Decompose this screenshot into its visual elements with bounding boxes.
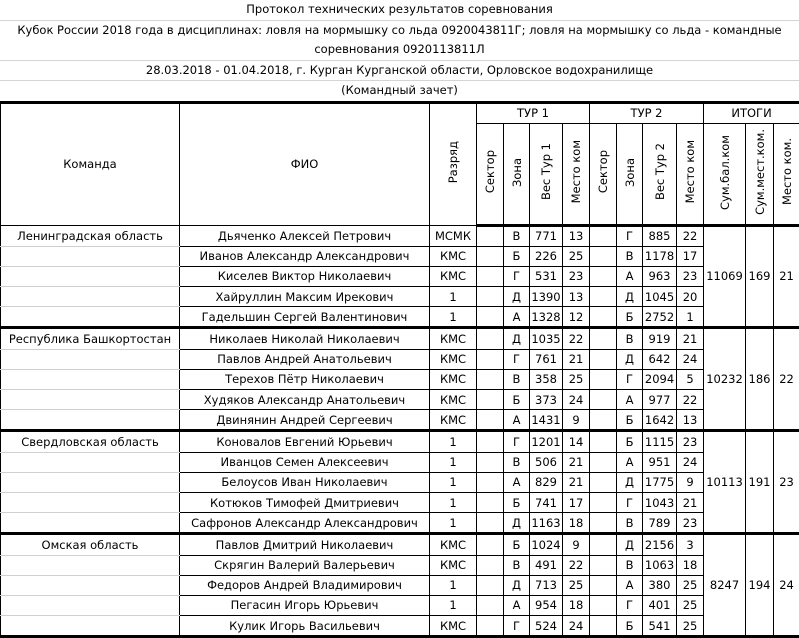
dates-and-place: 28.03.2018 - 01.04.2018, г. Курган Курганской области, Орловское водохранилище [0,61,799,82]
cell-r2-place: 21 [677,328,704,349]
cell-r1-place: 9 [563,410,590,431]
participant-name: Павлов Дмитрий Николаевич [180,534,430,555]
results-table [0,101,799,638]
team-name: Свердловская область [1,431,180,452]
table-row [1,410,799,431]
cell-r2-weight: 1115 [643,431,677,452]
table-row [1,287,799,307]
cell-r2-zone: В [617,246,643,266]
cell-r1-place: 23 [563,266,590,286]
cell-r2-weight: 1775 [643,472,677,492]
header-name: ФИО [180,102,430,225]
header-r1-zone [504,123,530,225]
cell-r1-zone: В [504,225,530,246]
cell-r2-sector [590,575,617,595]
cell-r2-weight: 2094 [643,369,677,389]
cell-r2-place: 25 [677,595,704,615]
cell-r1-sector [477,555,504,575]
cell-r2-zone: Б [617,307,643,328]
cell-r1-zone: Г [504,431,530,452]
cell-r1-place: 14 [563,431,590,452]
cell-r1-sector [477,266,504,286]
cell-r1-sector [477,287,504,307]
cell-r2-sector [590,431,617,452]
team-cell-empty [1,595,180,615]
cell-r2-place: 23 [677,431,704,452]
cell-r1-place: 21 [563,452,590,472]
total-team-place: 24 [774,534,799,637]
cell-r2-weight: 642 [643,349,677,369]
header-team-place-label: Место ком. [780,138,794,205]
cell-r1-weight: 1035 [530,328,563,349]
cell-rank: 1 [430,431,477,452]
cell-r1-place: 9 [563,534,590,555]
total-sum-points: 10232 [704,328,746,431]
participant-name: Худяков Александр Анатольевич [180,390,430,410]
competition-subtitle: Кубок России 2018 года в дисциплинах: ловля на мормышку со льда 0920043811Г; ловля на мормышку со льда - командные соревнования 0920113811Л [0,21,799,61]
team-group [1,431,799,534]
header-r1-weight [530,123,563,225]
cell-rank: КМС [430,328,477,349]
cell-r1-zone: Б [504,534,530,555]
cell-r2-place: 20 [677,287,704,307]
cell-r1-zone: Б [504,492,530,512]
cell-r1-sector [477,246,504,266]
cell-r2-sector [590,534,617,555]
cell-rank: 1 [430,575,477,595]
cell-r2-place: 3 [677,534,704,555]
cell-r1-weight: 524 [530,616,563,637]
table-row [1,246,799,266]
cell-r1-zone: Д [504,575,530,595]
cell-r1-zone: Г [504,616,530,637]
cell-r2-zone: А [617,266,643,286]
cell-rank: 1 [430,307,477,328]
cell-r2-zone: Б [617,616,643,637]
cell-r1-sector [477,595,504,615]
cell-r2-place: 9 [677,472,704,492]
participant-name: Двинянин Андрей Сергеевич [180,410,430,431]
cell-r2-sector [590,472,617,492]
table-row [1,555,799,575]
cell-r1-zone: А [504,410,530,431]
total-team-place: 23 [774,431,799,534]
cell-r1-place: 25 [563,246,590,266]
cell-r2-place: 24 [677,349,704,369]
cell-r2-place: 25 [677,616,704,637]
team-cell-empty [1,307,180,328]
cell-r2-zone: Б [617,410,643,431]
cell-r1-zone: А [504,307,530,328]
cell-r2-zone: Д [617,287,643,307]
cell-r2-zone: Г [617,595,643,615]
table-row [1,431,799,452]
cell-r1-place: 13 [563,225,590,246]
cell-r2-weight: 977 [643,390,677,410]
cell-r2-weight: 951 [643,452,677,472]
cell-r2-zone: В [617,555,643,575]
cell-rank: КМС [430,616,477,637]
cell-r2-place: 24 [677,452,704,472]
participant-name: Терехов Пётр Николаевич [180,369,430,389]
header-r1-sector-label: Сектор [483,150,497,193]
cell-r1-place: 21 [563,472,590,492]
header-sum-places-label: Сум.мест.ком. [753,129,767,215]
cell-rank: КМС [430,410,477,431]
cell-rank: КМС [430,390,477,410]
team-cell-empty [1,452,180,472]
cell-rank: 1 [430,287,477,307]
cell-r1-weight: 1201 [530,431,563,452]
team-cell-empty [1,287,180,307]
cell-r2-sector [590,595,617,615]
cell-r2-zone: В [617,513,643,534]
participant-name: Павлов Андрей Анатольевич [180,349,430,369]
cell-r1-weight: 713 [530,575,563,595]
cell-r2-sector [590,307,617,328]
protocol-title: Протокол технических результатов соревнования [0,0,799,21]
total-sum-points: 8247 [704,534,746,637]
cell-r2-place: 5 [677,369,704,389]
participant-name: Хайруллин Максим Ирекович [180,287,430,307]
header-r2-weight-label: Вес Тур 2 [653,143,667,200]
cell-r1-weight: 1163 [530,513,563,534]
participant-name: Пегасин Игорь Юрьевич [180,595,430,615]
team-name: Ленинградская область [1,225,180,246]
cell-r2-weight: 789 [643,513,677,534]
participant-name: Федоров Андрей Владимирович [180,575,430,595]
cell-r1-weight: 373 [530,390,563,410]
cell-r2-weight: 1063 [643,555,677,575]
table-row [1,369,799,389]
header-sum-points-label: Сум.бал.ком [718,135,732,210]
cell-r1-weight: 1024 [530,534,563,555]
table-row [1,225,799,246]
team-cell-empty [1,616,180,637]
participant-name: Николаев Николай Николаевич [180,328,430,349]
team-group [1,534,799,637]
header-team-place [774,123,799,225]
cell-r2-place: 13 [677,410,704,431]
cell-r2-zone: Г [617,492,643,512]
table-row [1,349,799,369]
team-cell-empty [1,349,180,369]
table-row [1,328,799,349]
cell-r2-sector [590,452,617,472]
cell-rank: 1 [430,513,477,534]
cell-r1-weight: 531 [530,266,563,286]
cell-r1-place: 18 [563,513,590,534]
cell-r2-weight: 401 [643,595,677,615]
cell-r2-zone: А [617,575,643,595]
cell-r2-zone: А [617,452,643,472]
table-row [1,472,799,492]
team-cell-empty [1,472,180,492]
participant-name: Киселев Виктор Николаевич [180,266,430,286]
table-row [1,513,799,534]
cell-r2-sector [590,246,617,266]
cell-rank: КМС [430,246,477,266]
participant-name: Белоусов Иван Николаевич [180,472,430,492]
cell-r1-place: 18 [563,595,590,615]
cell-r1-weight: 1431 [530,410,563,431]
table-row [1,492,799,512]
participant-name: Иванов Александр Александрович [180,246,430,266]
cell-r2-sector [590,266,617,286]
total-team-place: 22 [774,328,799,431]
cell-r2-sector [590,492,617,512]
cell-r2-sector [590,349,617,369]
cell-r2-place: 18 [677,555,704,575]
cell-r2-sector [590,328,617,349]
header-sum-points [704,123,746,225]
cell-r1-place: 24 [563,616,590,637]
cell-rank: КМС [430,555,477,575]
cell-r1-weight: 1328 [530,307,563,328]
table-row [1,595,799,615]
team-cell-empty [1,513,180,534]
cell-rank: КМС [430,534,477,555]
cell-r2-weight: 2752 [643,307,677,328]
cell-r2-sector [590,225,617,246]
cell-r1-zone: В [504,369,530,389]
cell-r2-place: 23 [677,513,704,534]
cell-r1-place: 17 [563,492,590,512]
cell-r2-weight: 963 [643,266,677,286]
cell-r2-weight: 380 [643,575,677,595]
cell-r2-zone: Д [617,349,643,369]
total-sum-places: 169 [746,225,774,328]
cell-r1-zone: В [504,452,530,472]
total-team-place: 21 [774,225,799,328]
cell-r1-sector [477,534,504,555]
cell-r2-weight: 1043 [643,492,677,512]
cell-r1-zone: Б [504,390,530,410]
cell-r2-sector [590,410,617,431]
participant-name: Скрягин Валерий Валерьевич [180,555,430,575]
cell-r1-weight: 771 [530,225,563,246]
header-round2: ТУР 2 [590,102,704,123]
header-sum-places [746,123,774,225]
total-sum-places: 186 [746,328,774,431]
header-r1-weight-label: Вес Тур 1 [539,143,553,200]
header-r1-place [563,123,590,225]
team-cell-empty [1,492,180,512]
header-rank [430,102,477,225]
cell-rank: 1 [430,492,477,512]
cell-r1-zone: Г [504,266,530,286]
cell-r2-weight: 919 [643,328,677,349]
team-cell-empty [1,266,180,286]
cell-r2-zone: Д [617,534,643,555]
total-sum-points: 10113 [704,431,746,534]
cell-r1-place: 12 [563,307,590,328]
cell-r1-zone: Д [504,513,530,534]
cell-r1-weight: 506 [530,452,563,472]
header-r2-zone [617,123,643,225]
cell-r1-weight: 741 [530,492,563,512]
cell-r1-zone: В [504,555,530,575]
cell-r1-weight: 829 [530,472,563,492]
participant-name: Сафронов Александр Александрович [180,513,430,534]
team-cell-empty [1,246,180,266]
cell-r1-sector [477,492,504,512]
participant-name: Коновалов Евгений Юрьевич [180,431,430,452]
table-row [1,575,799,595]
cell-rank: КМС [430,266,477,286]
cell-r1-place: 22 [563,555,590,575]
team-cell-empty [1,575,180,595]
header-rank-label: Разряд [446,141,460,183]
cell-r1-weight: 491 [530,555,563,575]
cell-r2-zone: В [617,328,643,349]
cell-rank: КМС [430,369,477,389]
cell-r2-sector [590,390,617,410]
team-group [1,328,799,431]
table-row [1,616,799,637]
cell-r2-place: 17 [677,246,704,266]
team-name: Омская область [1,534,180,555]
table-row [1,390,799,410]
participant-name: Дьяченко Алексей Петрович [180,225,430,246]
cell-r2-weight: 1178 [643,246,677,266]
team-name: Республика Башкортостан [1,328,180,349]
cell-r2-weight: 885 [643,225,677,246]
cell-r2-weight: 541 [643,616,677,637]
cell-r1-sector [477,390,504,410]
participant-name: Кулик Игорь Васильевич [180,616,430,637]
cell-r1-zone: А [504,472,530,492]
cell-r1-zone: Б [504,246,530,266]
cell-r2-weight: 2156 [643,534,677,555]
total-sum-points: 11069 [704,225,746,328]
cell-rank: 1 [430,452,477,472]
header-team: Команда [1,102,180,225]
cell-r2-sector [590,287,617,307]
cell-r1-weight: 226 [530,246,563,266]
scoring-type: (Командный зачет) [0,81,799,101]
cell-r2-sector [590,369,617,389]
cell-r2-sector [590,616,617,637]
cell-r1-sector [477,513,504,534]
cell-r2-place: 23 [677,266,704,286]
cell-r1-sector [477,452,504,472]
cell-r1-place: 24 [563,390,590,410]
cell-r1-place: 21 [563,349,590,369]
cell-r1-sector [477,431,504,452]
cell-r1-weight: 1390 [530,287,563,307]
table-row [1,452,799,472]
cell-r1-weight: 954 [530,595,563,615]
cell-r1-place: 25 [563,575,590,595]
header-r2-place [677,123,704,225]
header-r1-sector [477,123,504,225]
cell-r1-sector [477,307,504,328]
cell-r1-sector [477,410,504,431]
header-r2-sector [590,123,617,225]
cell-r2-zone: А [617,390,643,410]
cell-r1-place: 13 [563,287,590,307]
cell-r2-zone: Г [617,369,643,389]
cell-r2-place: 22 [677,225,704,246]
header-r2-sector-label: Сектор [596,150,610,193]
cell-r2-sector [590,513,617,534]
cell-r1-sector [477,328,504,349]
cell-r2-place: 25 [677,575,704,595]
team-group [1,225,799,328]
cell-r2-zone: Б [617,431,643,452]
header-round1: ТУР 1 [477,102,590,123]
cell-r1-sector [477,349,504,369]
participant-name: Гадельшин Сергей Валентинович [180,307,430,328]
cell-r2-sector [590,555,617,575]
total-sum-places: 191 [746,431,774,534]
team-cell-empty [1,555,180,575]
team-cell-empty [1,369,180,389]
cell-r1-place: 22 [563,328,590,349]
header-r2-zone-label: Зона [623,158,637,187]
header-r1-place-label: Место ком [569,140,583,203]
table-row [1,266,799,286]
table-row [1,534,799,555]
cell-r1-weight: 761 [530,349,563,369]
cell-rank: 1 [430,472,477,492]
cell-r1-place: 25 [563,369,590,389]
table-row [1,307,799,328]
cell-r2-place: 1 [677,307,704,328]
cell-r2-place: 22 [677,390,704,410]
team-cell-empty [1,410,180,431]
cell-r1-sector [477,575,504,595]
cell-r1-zone: Д [504,328,530,349]
cell-r1-sector [477,472,504,492]
cell-r1-weight: 358 [530,369,563,389]
cell-r2-zone: Г [617,225,643,246]
cell-r1-zone: Д [504,287,530,307]
participant-name: Котюков Тимофей Дмитриевич [180,492,430,512]
cell-r1-sector [477,225,504,246]
cell-r1-sector [477,369,504,389]
total-sum-places: 194 [746,534,774,637]
header-r2-place-label: Место ком [683,140,697,203]
cell-r1-zone: А [504,595,530,615]
header-r1-zone-label: Зона [510,158,524,187]
team-cell-empty [1,390,180,410]
cell-r2-weight: 1642 [643,410,677,431]
cell-r1-sector [477,616,504,637]
cell-r2-zone: Д [617,472,643,492]
cell-rank: МСМК [430,225,477,246]
header-totals: ИТОГИ [704,102,799,123]
cell-rank: КМС [430,349,477,369]
header-r2-weight [643,123,677,225]
participant-name: Иванцов Семен Алексеевич [180,452,430,472]
cell-r1-zone: Г [504,349,530,369]
cell-r2-place: 21 [677,492,704,512]
cell-rank: 1 [430,595,477,615]
cell-r2-weight: 1045 [643,287,677,307]
